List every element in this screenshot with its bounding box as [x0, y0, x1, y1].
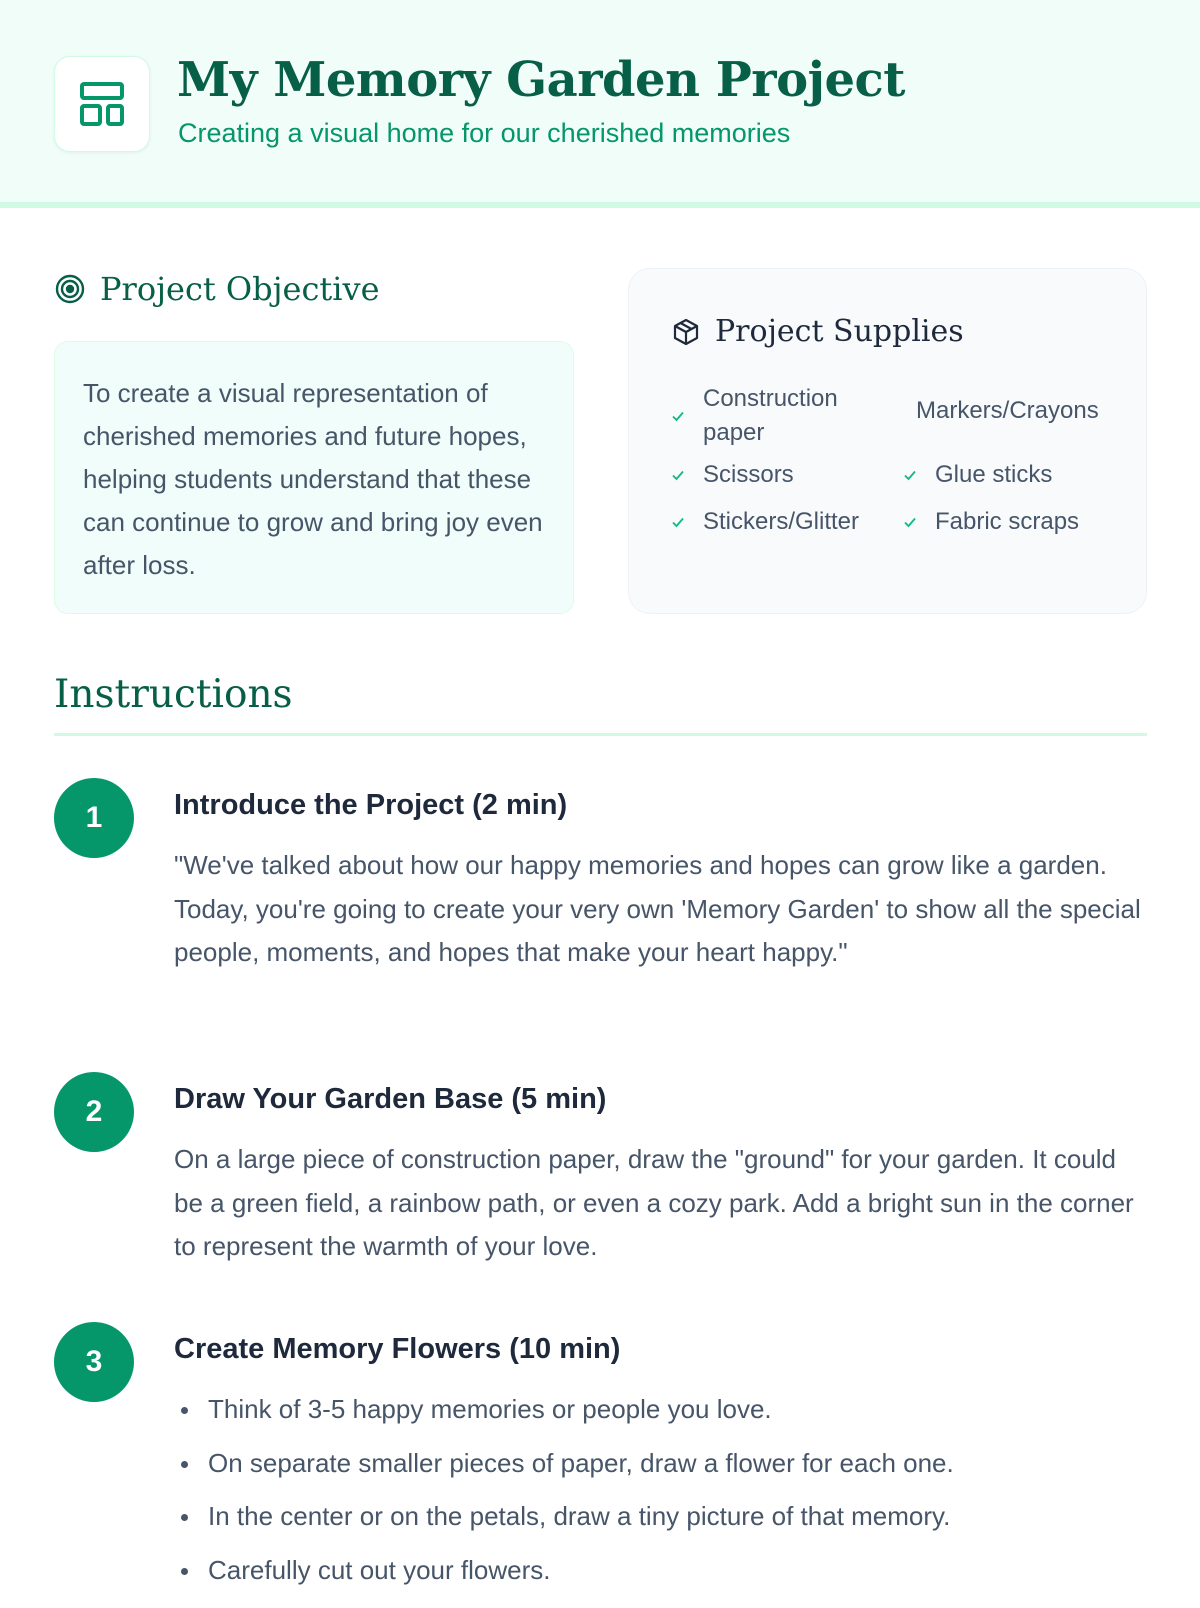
supplies-card [628, 268, 1147, 614]
supply-item [671, 508, 859, 536]
supplies-heading [671, 314, 964, 349]
step-title: Create Memory Flowers (10 min) [174, 1333, 620, 1366]
supply-item [671, 382, 881, 450]
objective-heading-text: Project Objective [100, 270, 380, 308]
list-item: On separate smaller pieces of paper, draw a flower for each one. [174, 1448, 1149, 1502]
check-icon [903, 468, 917, 482]
supply-item [916, 397, 1099, 425]
supply-label: Stickers/Glitter [703, 508, 859, 536]
box-icon [671, 317, 701, 347]
check-icon [671, 409, 685, 423]
list-item: Carefully cut out your flowers. [174, 1555, 1149, 1608]
step-text: "We've talked about how our happy memories and hopes can grow like a garden. Today, you're going to create your very own 'Memory Garden' to show all the special people, moments, and hopes that make your heart happy." [174, 844, 1149, 975]
page-title: My Memory Garden Project [177, 52, 905, 108]
objective-heading [54, 270, 380, 308]
check-icon [903, 515, 917, 529]
step-text: On a large piece of construction paper, draw the "ground" for your garden. It could be a green field, a rainbow path, or even a cozy park. Add a bright sun in the corner to represent the warmth of your love. [174, 1138, 1149, 1269]
step-number-badge: 1 [54, 778, 134, 858]
supply-label: Glue sticks [935, 461, 1052, 489]
layout-icon [78, 80, 126, 128]
supply-label: Construction paper [703, 382, 873, 450]
step-number-badge: 2 [54, 1072, 134, 1152]
list-item: Think of 3-5 happy memories or people you love. [174, 1394, 1149, 1448]
list-item: In the center or on the petals, draw a tiny picture of that memory. [174, 1501, 1149, 1555]
supply-item [903, 508, 1079, 536]
supplies-heading-text: Project Supplies [715, 314, 964, 349]
step-number-badge: 3 [54, 1322, 134, 1402]
objective-card [54, 341, 574, 614]
instructions-divider [54, 733, 1147, 736]
check-icon [671, 515, 685, 529]
supply-label: Fabric scraps [935, 508, 1079, 536]
instructions-heading: Instructions [54, 672, 293, 717]
supply-item [671, 461, 794, 489]
target-icon [54, 273, 86, 305]
step-bullet-list [174, 1394, 1149, 1608]
step-title: Introduce the Project (2 min) [174, 789, 567, 822]
page-header [0, 0, 1200, 208]
supply-label: Markers/Crayons [916, 397, 1099, 425]
check-icon [671, 468, 685, 482]
logo-badge [54, 56, 150, 152]
supply-item [903, 461, 1052, 489]
step-title: Draw Your Garden Base (5 min) [174, 1083, 606, 1116]
objective-text: To create a visual representation of cherished memories and future hopes, helping students understand that these can continue to grow and bring joy even after loss. [83, 372, 547, 587]
page-subtitle: Creating a visual home for our cherished memories [178, 118, 790, 149]
supply-label: Scissors [703, 461, 794, 489]
